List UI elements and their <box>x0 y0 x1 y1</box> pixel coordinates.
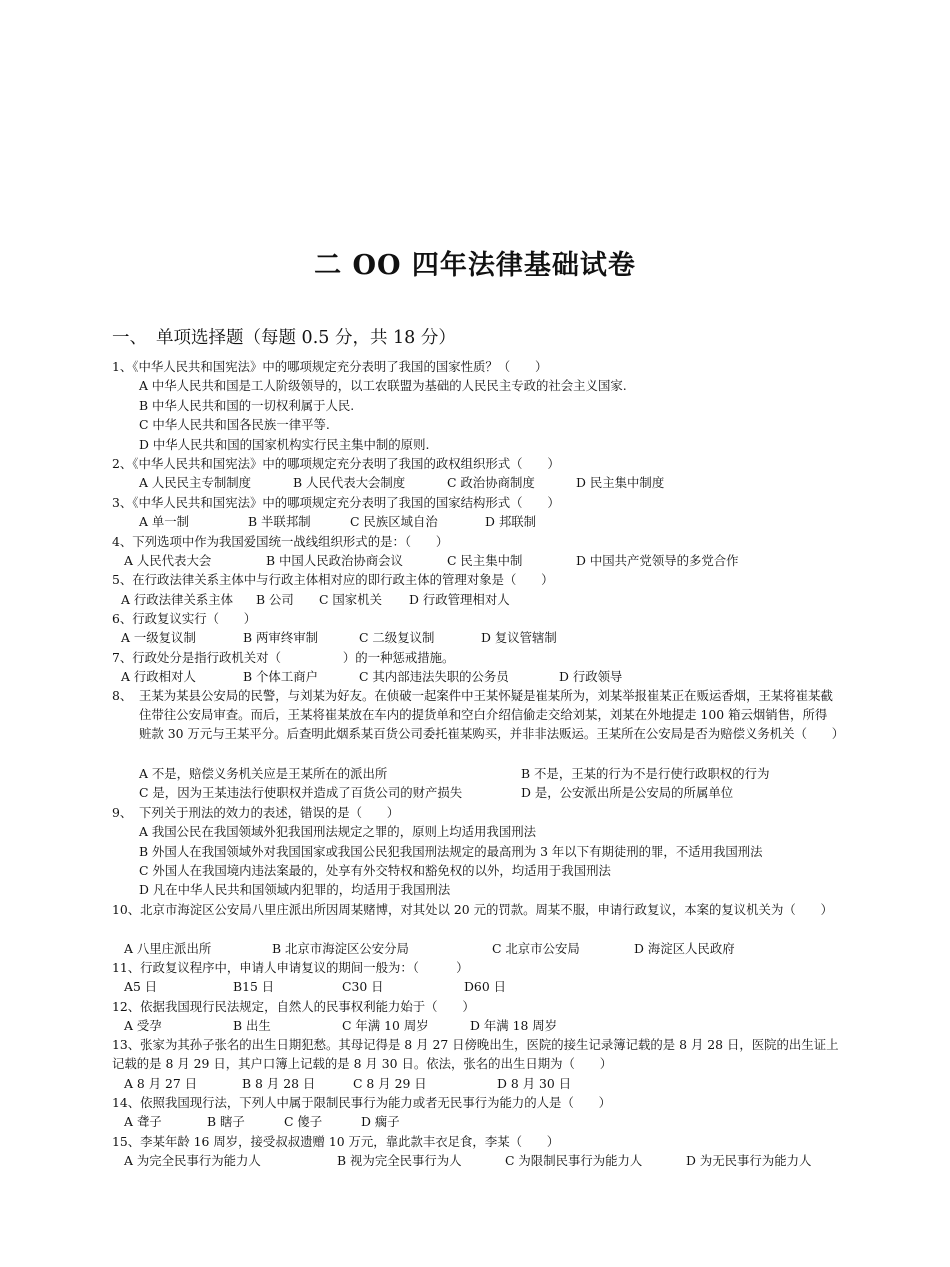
question-8-option-c: C 是，因为王某违法行使职权并造成了百货公司的财产损失 <box>139 785 463 800</box>
question-3-stem: 3、《中华人民共和国宪法》中的哪项规定充分表明了我国的国家结构形式（ ） <box>112 495 560 510</box>
question-13-option-d: D 8 月 30 日 <box>497 1076 572 1091</box>
question-8-option-a: A 不是，赔偿义务机关应是王某所在的派出所 <box>139 766 388 781</box>
question-3-option-a: A 单一制 <box>139 514 190 529</box>
question-1-option-a: A 中华人民共和国是工人阶级领导的，以工农联盟为基础的人民民主专政的社会主义国家. <box>139 378 627 393</box>
question-3-options <box>139 512 536 531</box>
question-6-option-d: D 复议管辖制 <box>481 630 557 645</box>
question-13-option-c: C 8 月 29 日 <box>353 1076 427 1091</box>
question-9-number: 9、 <box>112 805 133 820</box>
question-14-option-a: A 聋子 <box>124 1114 162 1129</box>
question-15-option-d: D 为无民事行为能力人 <box>686 1153 812 1168</box>
question-9-stem: 下列关于刑法的效力的表述，错误的是（ ） <box>139 805 400 820</box>
question-1-option-c: C 中华人民共和国各民族一律平等. <box>139 417 330 432</box>
question-14-option-c: C 傻子 <box>284 1114 323 1129</box>
question-9-option-d: D 凡在中华人民共和国领域内犯罪的，均适用于我国刑法 <box>139 882 451 897</box>
question-14-options <box>124 1112 400 1131</box>
question-11-option-c: C30 日 <box>342 979 384 994</box>
question-13-stem: 13、张家为其孙子张名的出生日期犯愁。其母记得是 8 月 27 日傍晚出生，医院的接生记录簿记载的是 8 月 28 日，医院的出生证上记载的是 8 月 29 日，其户口簿上记载的是 8 月 30 日。依法，张名的出生日期为（ ） <box>112 1037 839 1071</box>
question-14-stem: 14、依照我国现行法，下列人中属于限制民事行为能力或者无民事行为能力的人是（ ） <box>112 1095 612 1110</box>
question-12-option-a: A 受孕 <box>124 1018 162 1033</box>
question-4-stem: 4、下列选项中作为我国爱国统一战线组织形式的是：（ ） <box>112 534 449 549</box>
question-14-option-d: D 瘸子 <box>361 1114 400 1129</box>
question-5-option-a: A 行政法律关系主体 <box>121 592 234 607</box>
question-7-option-d: D 行政领导 <box>559 669 623 684</box>
section-heading <box>112 324 456 349</box>
section-label: 单项选择题（每题 0.5 分，共 18 分） <box>156 328 456 348</box>
question-7-option-b: B 个体工商户 <box>243 669 318 684</box>
question-8-option-b: B 不是，王某的行为不是行使行政职权的行为 <box>521 766 770 781</box>
question-13-option-a: A 8 月 27 日 <box>124 1076 198 1091</box>
question-15-options <box>124 1151 811 1170</box>
question-12-option-c: C 年满 10 周岁 <box>342 1018 429 1033</box>
question-4-option-c: C 民主集中制 <box>447 553 523 568</box>
question-6-option-c: C 二级复议制 <box>359 630 435 645</box>
section-number: 一、 <box>112 328 147 348</box>
question-7-option-c: C 其内部违法失职的公务员 <box>359 669 509 684</box>
question-7-options <box>121 667 622 686</box>
question-12-options <box>124 1016 557 1035</box>
question-5-option-b: B 公司 <box>256 592 294 607</box>
question-5-stem: 5、在行政法律关系主体中与行政主体相对应的即行政主体的管理对象是（ ） <box>112 572 554 587</box>
question-4-option-b: B 中国人民政治协商会议 <box>266 553 403 568</box>
question-6-stem: 6、行政复议实行（ ） <box>112 611 257 626</box>
question-3-option-c: C 民族区域自治 <box>350 514 438 529</box>
question-1-option-b: B 中华人民共和国的一切权利属于人民. <box>139 398 355 413</box>
question-2-stem: 2、《中华人民共和国宪法》中的哪项规定充分表明了我国的政权组织形式（ ） <box>112 456 560 471</box>
question-7-option-a: A 行政相对人 <box>121 669 196 684</box>
question-2-option-a: A 人民民主专制制度 <box>139 475 252 490</box>
question-2-option-b: B 人民代表大会制度 <box>293 475 406 490</box>
question-2-options <box>139 473 664 492</box>
question-5-option-d: D 行政管理相对人 <box>409 592 510 607</box>
question-2-option-d: D 民主集中制度 <box>576 475 665 490</box>
question-4-option-d: D 中国共产党领导的多党合作 <box>576 553 739 568</box>
question-3-option-d: D 邦联制 <box>485 514 537 529</box>
question-9-option-a: A 我国公民在我国领域外犯我国刑法规定之罪的，原则上均适用我国刑法 <box>139 824 536 839</box>
question-8-stem: 王某为某县公安局的民警，与刘某为好友。在侦破一起案件中王某怀疑是崔某所为，刘某举报崔某正在贩运香烟，王某将崔某截住带往公安局审查。而后，王某将崔某放在车内的提货单和空白介绍信偷走交给刘某，刘某在外地提走 100 箱云烟销售，所得赃款 30 万元与王某平分。后查明此烟系某百货公司委托崔某购买，并非非法贩运。王某所在公安局是否为赔偿义务机关（ ） <box>139 688 845 741</box>
question-10-options <box>124 939 735 958</box>
question-15-option-b: B 视为完全民事行为人 <box>337 1153 462 1168</box>
question-1-option-d: D 中华人民共和国的国家机构实行民主集中制的原则. <box>139 437 430 452</box>
question-11-option-a: A5 日 <box>124 979 158 994</box>
question-15-stem: 15、李某年龄 16 周岁，接受叔叔遗赠 10 万元，靠此款丰衣足食，李某（ ） <box>112 1134 560 1149</box>
question-2-option-c: C 政治协商制度 <box>447 475 535 490</box>
question-14-option-b: B 瞎子 <box>207 1114 245 1129</box>
question-8-option-d: D 是，公安派出所是公安局的所属单位 <box>521 785 734 800</box>
question-10-option-b: B 北京市海淀区公安分局 <box>272 941 409 956</box>
question-11-option-b: B15 日 <box>233 979 275 994</box>
question-4-option-a: A 人民代表大会 <box>124 553 212 568</box>
question-15-option-a: A 为完全民事行为能力人 <box>124 1153 261 1168</box>
question-13-options <box>124 1074 571 1093</box>
question-4-options <box>124 551 739 570</box>
question-10-option-a: A 八里庄派出所 <box>124 941 212 956</box>
question-10-option-d: D 海淀区人民政府 <box>634 941 735 956</box>
question-10-option-c: C 北京市公安局 <box>492 941 580 956</box>
question-8-number: 8、 <box>112 688 133 703</box>
question-8-options-row2 <box>139 783 733 802</box>
question-6-option-b: B 两审终审制 <box>243 630 318 645</box>
question-8-options-row1 <box>139 764 769 783</box>
question-5-options <box>121 590 510 609</box>
question-7-stem: 7、行政处分是指行政机关对（ ）的一种惩戒措施。 <box>112 650 455 665</box>
question-15-option-c: C 为限制民事行为能力人 <box>505 1153 643 1168</box>
question-12-option-d: D 年满 18 周岁 <box>470 1018 558 1033</box>
question-6-option-a: A 一级复议制 <box>121 630 196 645</box>
question-5-option-c: C 国家机关 <box>319 592 382 607</box>
question-9-option-b: B 外国人在我国领域外对我国国家或我国公民犯我国刑法规定的最高刑为 3 年以下有期徒刑的罪，不适用我国刑法 <box>139 844 763 859</box>
question-3-option-b: B 半联邦制 <box>248 514 311 529</box>
question-11-options <box>124 977 506 996</box>
question-12-stem: 12、依据我国现行民法规定，自然人的民事权利能力始于（ ） <box>112 999 475 1014</box>
question-11-stem: 11、行政复议程序中，申请人申请复议的期间一般为：（ ） <box>112 960 469 975</box>
question-6-options <box>121 628 557 647</box>
page-title: 二 OO 四年法律基础试卷 <box>314 250 636 281</box>
question-13-option-b: B 8 月 28 日 <box>242 1076 316 1091</box>
question-11-option-d: D60 日 <box>464 979 507 994</box>
question-9-option-c: C 外国人在我国境内违法案最的，处享有外交特权和豁免权的以外，均适用于我国刑法 <box>139 863 611 878</box>
question-1-stem: 1、《中华人民共和国宪法》中的哪项规定充分表明了我国的国家性质？（ ） <box>112 359 548 374</box>
question-10-stem: 10、北京市海淀区公安局八里庄派出所因周某赌博，对其处以 20 元的罚款。周某不服，申请行政复议，本案的复议机关为（ ） <box>112 902 833 917</box>
question-12-option-b: B 出生 <box>233 1018 271 1033</box>
